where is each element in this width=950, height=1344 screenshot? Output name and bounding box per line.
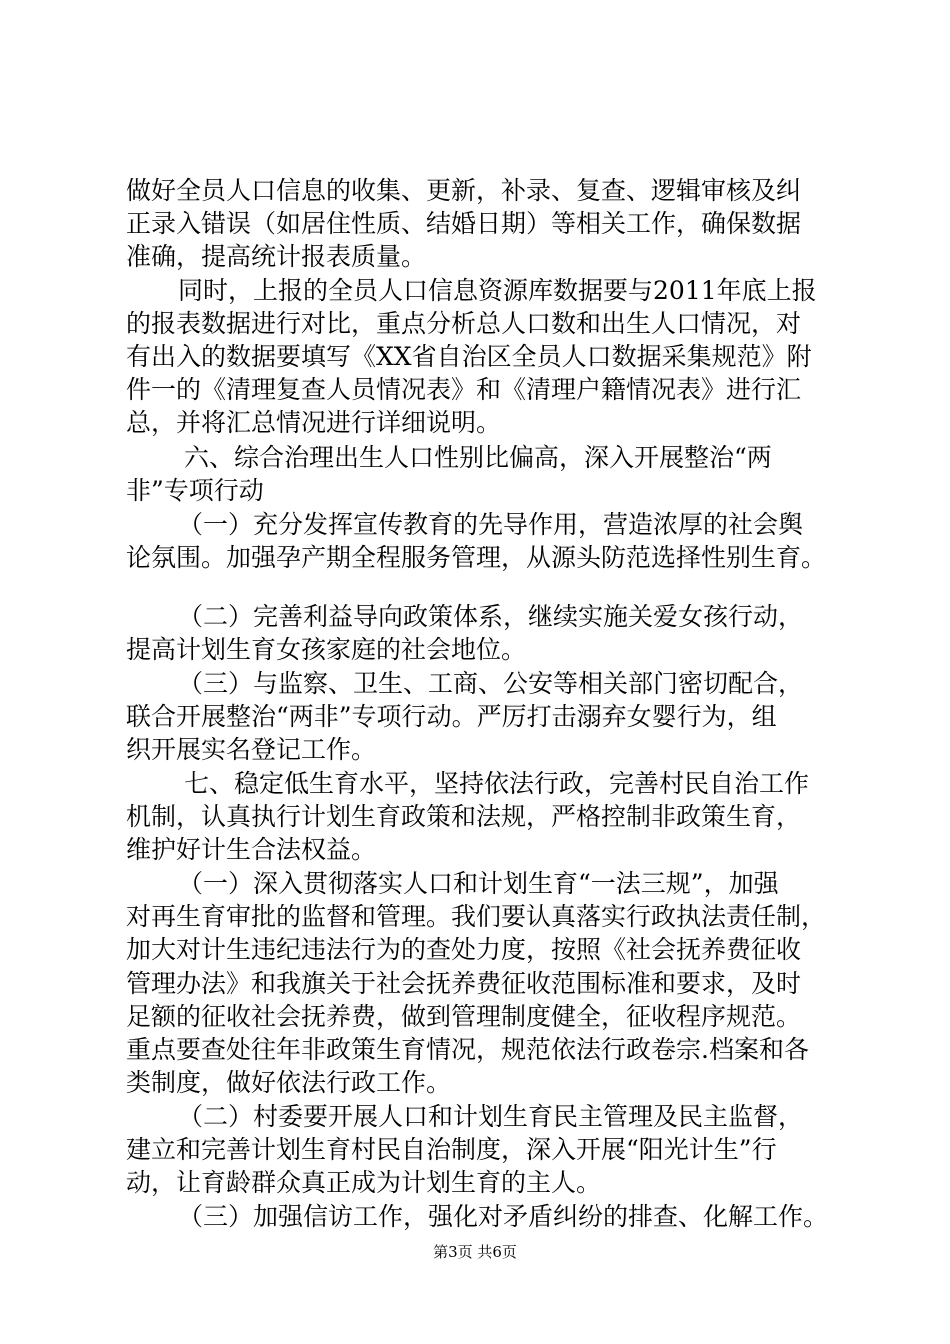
text-line: 有出入的数据要填写《XX省自治区全员人口数据采集规范》附 bbox=[126, 342, 812, 371]
text-line: 织开展实名登记工作。 bbox=[126, 735, 377, 764]
text-line: 做好全员人口信息的收集、更新，补录、复查、逻辑审核及纠 bbox=[126, 176, 802, 205]
text-line: （三）与监察、卫生、工商、公安等相关部门密切配合， bbox=[178, 669, 804, 698]
text-line: （二）村委要开展人口和计划生育民主管理及民主监督， bbox=[178, 1102, 804, 1131]
section-heading: 非”专项行动 bbox=[126, 476, 264, 505]
text-line: 总，并将汇总情况进行详细说明。 bbox=[126, 408, 502, 437]
text-line: 维护好计生合法权益。 bbox=[126, 835, 377, 864]
text-line: （三）加强信访工作，强化对矛盾纠纷的排查、化解工作。 bbox=[178, 1202, 829, 1231]
text-line: 论氛围。加强孕产期全程服务管理，从源头防范选择性别生育。 bbox=[126, 543, 827, 572]
text-line: 类制度，做好依法行政工作。 bbox=[126, 1068, 452, 1097]
text-line: 对再生育审批的监督和管理。我们要认真落实行政执法责任制， bbox=[126, 902, 827, 931]
text-line: 建立和完善计划生育村民自治制度，深入开展“阳光计生”行 bbox=[126, 1135, 777, 1164]
text-line: 重点要查处往年非政策生育情况，规范依法行政卷宗.档案和各 bbox=[126, 1035, 809, 1064]
text-line: 件一的《清理复查人员情况表》和《清理户籍情况表》进行汇 bbox=[126, 375, 802, 404]
text-line: 加大对计生违纪违法行为的查处力度，按照《社会抚养费征收 bbox=[126, 935, 802, 964]
text-line: 准确，提高统计报表质量。 bbox=[126, 242, 427, 271]
text-line: （二）完善利益导向政策体系，继续实施关爱女孩行动， bbox=[178, 602, 804, 631]
text-line: 同时，上报的全员人口信息资源库数据要与2011年底上报 bbox=[178, 276, 817, 305]
section-heading: 六、综合治理出生人口性别比偏高，深入开展整治“两 bbox=[184, 443, 772, 472]
text-line: 管理办法》和我旗关于社会抚养费征收范围标准和要求，及时 bbox=[126, 969, 802, 998]
text-line: 的报表数据进行对比，重点分析总人口数和出生人口情况，对 bbox=[126, 309, 802, 338]
text-line: （一）深入贯彻落实人口和计划生育“一法三规”，加强 bbox=[178, 869, 779, 898]
text-line: 正录入错误（如居住性质、结婚日期）等相关工作，确保数据 bbox=[126, 209, 802, 238]
page-number: 第3页 共6页 bbox=[433, 1243, 517, 1261]
text-line: 动，让育龄群众真正成为计划生育的主人。 bbox=[126, 1168, 602, 1197]
text-line: 足额的征收社会抚养费，做到管理制度健全，征收程序规范。 bbox=[126, 1002, 802, 1031]
text-line: （一）充分发挥宣传教育的先导作用，营造浓厚的社会舆 bbox=[178, 510, 804, 539]
text-line: 机制，认真执行计划生育政策和法规，严格控制非政策生育， bbox=[126, 802, 802, 831]
text-line: 联合开展整治“两非”专项行动。严厉打击溺弃女婴行为，组 bbox=[126, 702, 777, 731]
text-line: 提高计划生育女孩家庭的社会地位。 bbox=[126, 635, 527, 664]
section-heading: 七、稳定低生育水平，坚持依法行政，完善村民自治工作 bbox=[184, 769, 810, 798]
